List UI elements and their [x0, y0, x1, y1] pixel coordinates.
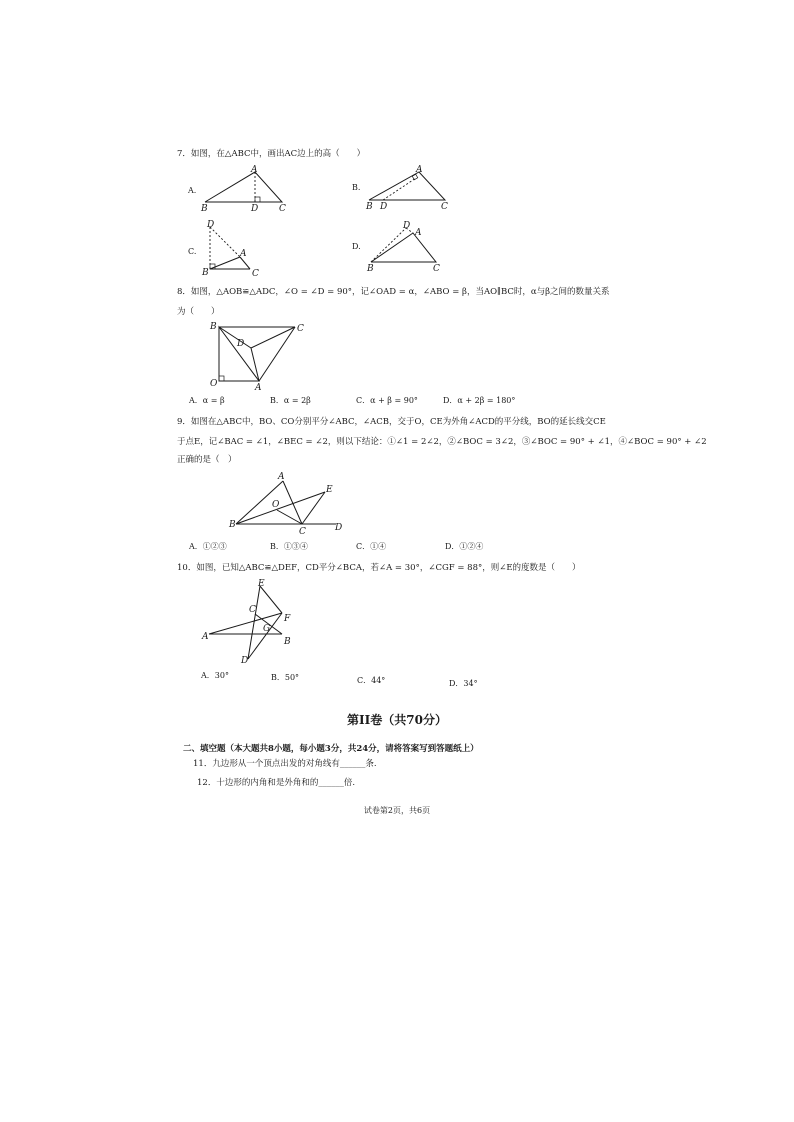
q9-figure	[228, 468, 353, 536]
q10-point-d: D	[241, 656, 249, 666]
q8-figure	[205, 320, 310, 392]
q7-stem: 7．如图，在△ABC中，画出AC边上的高（ ）	[177, 149, 366, 159]
q10-point-b: B	[284, 637, 291, 647]
q10-point-f: F	[284, 614, 291, 624]
q8-stem-line2: 为（ ）	[177, 307, 220, 317]
q7b-point: D	[380, 202, 388, 212]
q7a-point: A	[251, 165, 258, 175]
q10-point-g: G	[263, 624, 271, 634]
q7a-point: D	[251, 204, 259, 214]
q7-figure-c	[197, 217, 277, 279]
q9-point-a: A	[278, 472, 285, 482]
section-2-title: 第II卷（共70分）	[347, 713, 447, 727]
q10-point-c: C	[249, 605, 256, 615]
q10-option-a: A．30°	[201, 671, 229, 680]
q9-option-c: C．①④	[356, 542, 387, 551]
q7b-point: B	[366, 202, 373, 212]
q7d-point: C	[433, 264, 440, 274]
q7-figure-d	[363, 218, 453, 276]
q9-stem-line1: 9．如图在△ABC中，BO、CO分别平分∠ABC，∠ACB，交于O，CE为外角∠ACD的平分线，BO的延长线交CE	[177, 417, 606, 427]
q10-option-c: C．44°	[357, 676, 386, 685]
q9-stem-line3: 正确的是（ ）	[177, 455, 237, 465]
q7-option-b-label: B.	[352, 183, 361, 192]
q7b-point: A	[416, 165, 423, 175]
q7c-point: B	[202, 268, 209, 278]
q9-point-o: O	[272, 500, 280, 510]
q8-option-b: B．α = 2β	[270, 396, 311, 405]
q7-figure-a	[195, 160, 295, 215]
q7c-point: C	[252, 269, 259, 279]
q11: 11．九边形从一个顶点出发的对角线有______条.	[193, 759, 377, 769]
q8-point-b: B	[210, 322, 217, 332]
q9-point-d: D	[335, 523, 343, 533]
q9-option-a: A．①②③	[189, 542, 227, 551]
q7-option-c-label: C.	[188, 247, 197, 256]
q10-point-e: E	[258, 579, 265, 589]
q8-option-a: A．α = β	[189, 396, 225, 405]
q8-option-d: D．α + 2β = 180°	[443, 396, 516, 405]
q7-option-a-label: A.	[188, 186, 197, 195]
q7d-point: B	[367, 264, 374, 274]
q8-stem-line1: 8．如图，△AOB≌△ADC，∠O = ∠D = 90°，记∠OAD = α，∠ABO = β，当AO∥BC时，α与β之间的数量关系	[177, 287, 610, 297]
q10-figure	[200, 576, 300, 666]
q7-figure-b	[363, 160, 463, 215]
q7c-point: A	[240, 249, 247, 259]
q9-point-c: C	[299, 527, 306, 537]
q7b-point: C	[441, 202, 448, 212]
q8-point-a: A	[255, 383, 262, 393]
q8-option-c: C．α + β = 90°	[356, 396, 418, 405]
q10-point-a: A	[202, 632, 209, 642]
q7-option-d-label: D.	[352, 242, 361, 251]
fill-in-heading: 二、填空题（本大题共8小题，每小题3分，共24分，请将答案写到答题纸上）	[183, 744, 479, 754]
q9-option-d: D．①②④	[445, 542, 484, 551]
q12: 12．十边形的内角和是外角和的______倍.	[197, 778, 356, 788]
q7a-point: B	[201, 204, 208, 214]
q8-point-d: D	[237, 339, 245, 349]
q9-point-e: E	[326, 485, 333, 495]
q7d-point: A	[415, 228, 422, 238]
q7a-point: C	[279, 204, 286, 214]
q7c-point: D	[207, 220, 215, 230]
q9-option-b: B．①③④	[270, 542, 308, 551]
page-footer: 试卷第2页，共6页	[363, 806, 431, 815]
q9-point-b: B	[229, 520, 236, 530]
q10-option-b: B．50°	[271, 673, 300, 682]
q8-point-c: C	[297, 324, 304, 334]
q10-option-d: D．34°	[449, 679, 478, 688]
q8-point-o: O	[210, 379, 218, 389]
q7d-point: D	[403, 221, 411, 231]
q9-stem-line2: 于点E，记∠BAC = ∠1，∠BEC = ∠2，则以下结论：①∠1 = 2∠2，②∠BOC = 3∠2，③∠BOC = 90° + ∠1，④∠BOC = 90° + ∠2	[177, 437, 707, 447]
q10-stem: 10．如图，已知△ABC≌△DEF，CD平分∠BCA，若∠A = 30°，∠CGF = 88°，则∠E的度数是（ ）	[177, 563, 581, 573]
